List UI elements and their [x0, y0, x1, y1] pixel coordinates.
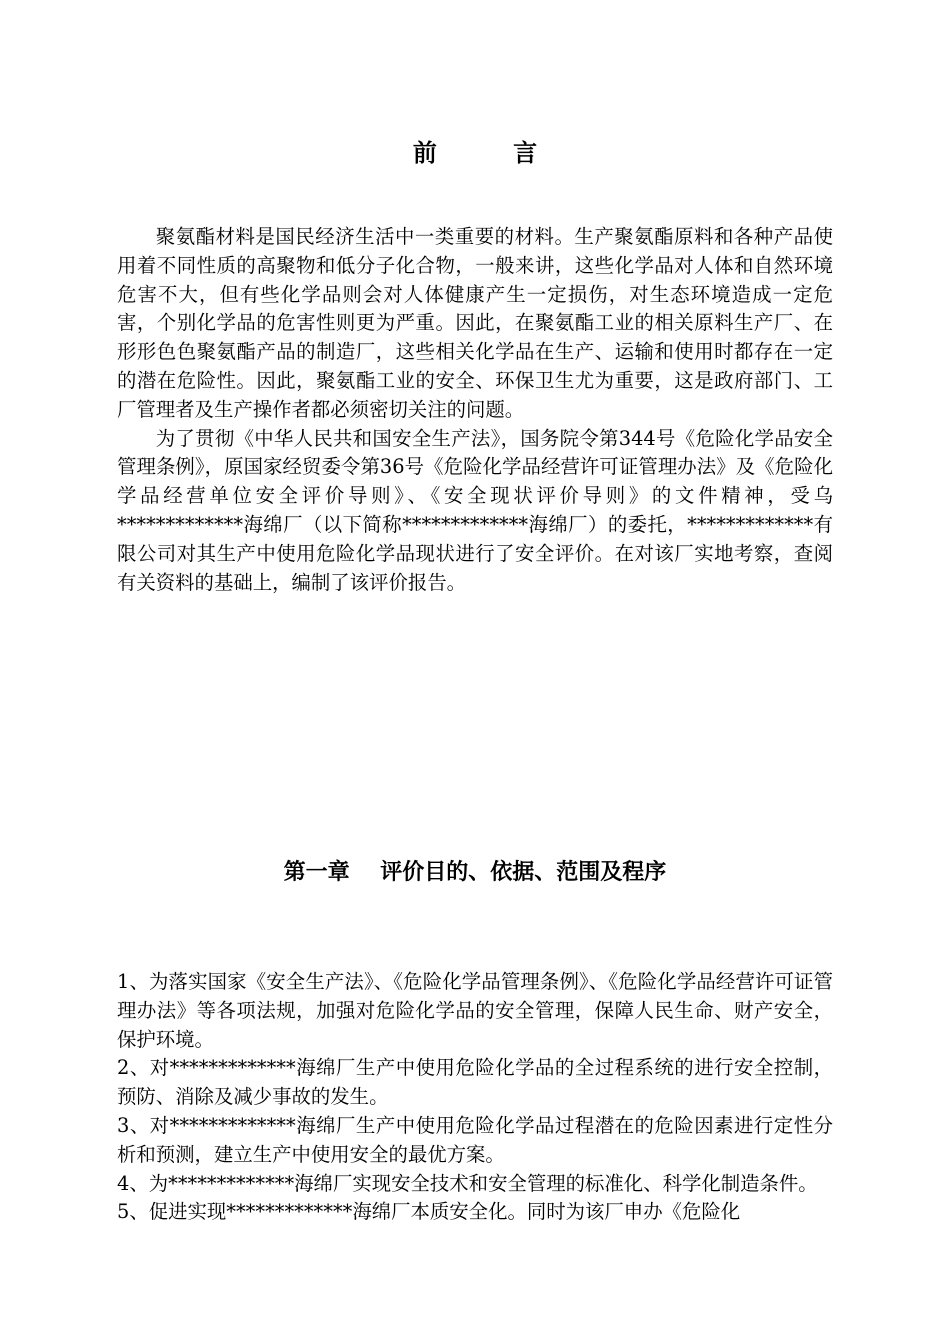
- preface-title: 前 言: [412, 138, 572, 167]
- objective-item-1: 1、为落实国家《安全生产法》、《危险化学品管理条例》、《危险化学品经营许可证管理办法》等各项法规，加强对危险化学品的安全管理，保障人民生命、财产安全，保护环境。: [117, 970, 833, 1051]
- objective-item-2: 2、对*************海绵厂生产中使用危险化学品的全过程系统的进行安全控制，预防、消除及减少事故的发生。: [117, 1056, 833, 1109]
- preface-body: [117, 223, 833, 597]
- objective-item-3: 3、对*************海绵厂生产中使用危险化学品过程潜在的危险因素进行定性分析和预测，建立生产中使用安全的最优方案。: [117, 1113, 833, 1166]
- objective-item-4: 4、为*************海绵厂实现安全技术和安全管理的标准化、科学化制造条件。: [117, 1171, 818, 1195]
- preface-paragraph-2: 为了贯彻《中华人民共和国安全生产法》，国务院令第344号《危险化学品安全管理条例》，原国家经贸委令第36号《危险化学品经营许可证管理办法》及《危险化学品经营单位安全评价导则》、《安全现状评价导则》的文件精神，受乌*************海绵厂（以下简称*************海绵厂）的委托，*************有限公司对其生产中使用危险化学品现状进行了安全评价。在对该厂实地考察，查阅有关资料的基础上，编制了该评价报告。: [117, 426, 833, 594]
- chapter-title: 第一章 评价目的、依据、范围及程序: [283, 859, 667, 885]
- preface-paragraph-1: 聚氨酯材料是国民经济生活中一类重要的材料。生产聚氨酯原料和各种产品使用着不同性质的高聚物和低分子化合物，一般来讲，这些化学品对人体和自然环境危害不大，但有些化学品则会对人体健康产生一定损伤，对生态环境造成一定危害，个别化学品的危害性则更为严重。因此，在聚氨酯工业的相关原料生产厂、在形形色色聚氨酯产品的制造厂，这些相关化学品在生产、运输和使用时都存在一定的潜在危险性。因此，聚氨酯工业的安全、环保卫生尤为重要，这是政府部门、工厂管理者及生产操作者都必须密切关注的问题。: [117, 225, 833, 421]
- objectives-list: [117, 968, 833, 1227]
- objective-item-5: 5、促进实现*************海绵厂本质安全化。同时为该厂申办《危险化: [117, 1200, 741, 1224]
